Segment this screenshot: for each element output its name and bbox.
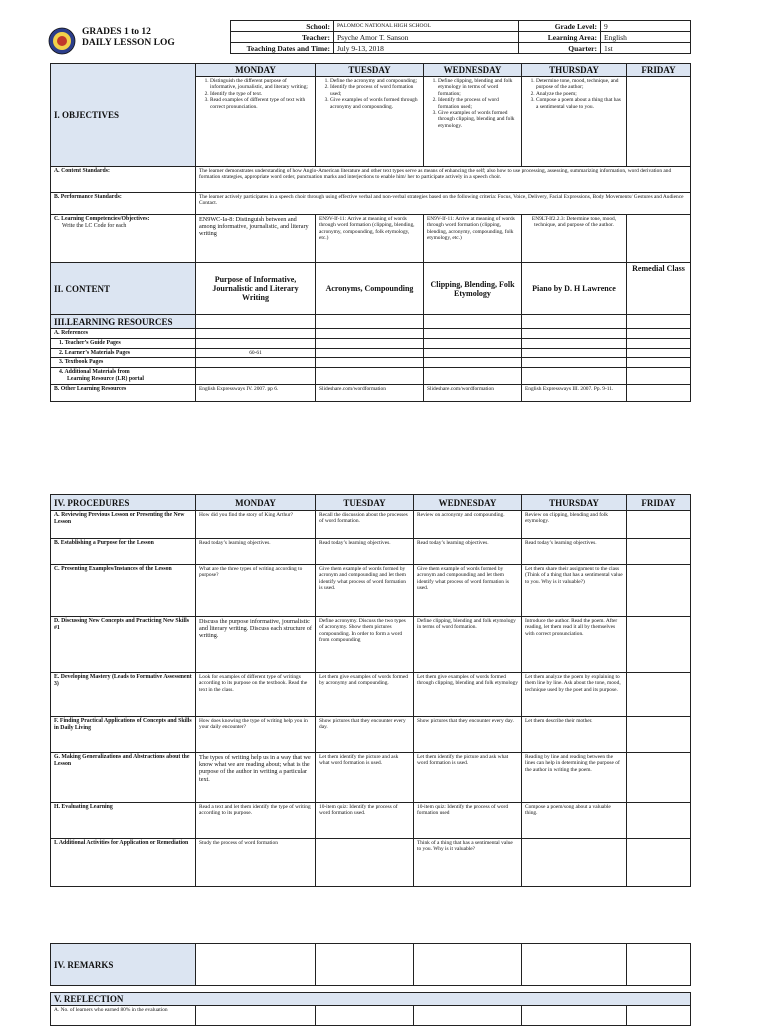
additional-materials-label: 4. Additional Materials from Learning Resource (LR) portal [51,368,196,385]
lm-pages-monday: 60-61 [196,348,316,358]
day-header-friday: FRIDAY [627,64,691,77]
procedure-cell-monday: Read a text and let them identify the type of writing according to its purpose. [196,803,316,839]
reflection-item-a: A. No. of learners who earned 80% in the evaluation [51,1006,196,1026]
competencies-tuesday: EN9V-If-11: Arrive at meaning of words through word formation (clipping, blending, acronymy, compounding, folk etymology, etc.) [316,215,424,263]
other-resources-monday: English Expressways IV. 2007. pp 6. [196,385,316,402]
procedure-cell-tuesday: Let them identify the picture and ask what word formation is used. [316,753,414,803]
remarks-title: IV. REMARKS [51,944,196,986]
procedure-label: I. Additional Activities for Application or Remediation [51,839,196,887]
other-resources-label: B. Other Learning Resources [51,385,196,402]
other-resources-wednesday: Slideshare.com/wordformation [424,385,522,402]
procedure-label: H. Evaluating Learning [51,803,196,839]
procedure-cell-tuesday: Give them example of words formed by acronym and compounding and let them identify what process of word formation is used. [316,565,414,617]
procedure-label: A. Reviewing Previous Lesson or Presenting the New Lesson [51,511,196,539]
procedure-cell-monday: Discuss the purpose informative, journalistic and literary writing. Discuss each structure of writing. [196,617,316,673]
procedure-cell-thursday: Review on clipping, blending and folk etymology. [522,511,627,539]
content-thursday: Piano by D. H Lawrence [522,263,627,315]
procedure-cell-wednesday: 10-item quiz: Identify the process of word formation used [414,803,522,839]
competencies-monday: EN9WC-Ia-8: Distinguish between and among informative, journalistic, and literary writing [196,215,316,263]
procedure-row [51,565,691,617]
procedure-cell-monday: How does knowing the type of writing help you in your daily encounter? [196,717,316,753]
lm-pages-label: 2. Learner’s Materials Pages [51,348,196,358]
procedure-cell-tuesday: Recall the discussion about the processes of word formation. [316,511,414,539]
procedure-row [51,839,691,887]
procedure-cell-wednesday: Think of a thing that has a sentimental value to you. Why is it valuable? [414,839,522,887]
procedure-row [51,539,691,565]
dates-label: Teaching Dates and Time: [231,43,334,54]
grade-value: 9 [601,21,691,32]
procedure-label: B. Establishing a Purpose for the Lesson [51,539,196,565]
proc-day-tuesday: TUESDAY [316,495,414,511]
textbook-pages-label: 3. Textbook Pages [51,358,196,368]
procedure-cell-tuesday: 10-item quiz: Identify the process of word formation used. [316,803,414,839]
procedure-cell-wednesday: Let them identify the picture and ask what word formation is used. [414,753,522,803]
content-wednesday: Clipping, Blending, Folk Etymology [424,263,522,315]
objectives-title: I. OBJECTIVES [51,64,196,167]
procedure-row [51,673,691,717]
procedure-row [51,803,691,839]
area-label: Learning Area: [519,32,601,43]
procedure-label: D. Discussing New Concepts and Practicing New Skills #1 [51,617,196,673]
tg-pages-label: 1. Teacher’s Guide Pages [51,338,196,348]
procedure-cell-tuesday: Read today’s learning objectives. [316,539,414,565]
procedure-cell-monday: Study the process of word formation [196,839,316,887]
procedure-row [51,511,691,539]
procedures-title: IV. PROCEDURES [51,495,196,511]
proc-day-friday: FRIDAY [627,495,691,511]
competencies-friday [627,215,691,263]
other-resources-thursday: English Expressways III. 2007. Pp. 9-11. [522,385,627,402]
content-tuesday: Acronyms, Compounding [316,263,424,315]
resources-title: III.LEARNING RESOURCES [51,315,196,329]
procedure-cell-tuesday: Show pictures that they encounter every day. [316,717,414,753]
proc-day-thursday: THURSDAY [522,495,627,511]
quarter-label: Quarter: [519,43,601,54]
procedure-cell-tuesday [316,839,414,887]
objectives-monday: 1. Distinguish the different purpose of informative, journalistic, and literary writing; 2. Identify the type of text. 3. Read examples of different type of text with correct pronunciation. [196,77,316,167]
day-header-monday: MONDAY [196,64,316,77]
procedure-cell-thursday [522,839,627,887]
reflection-title: V. REFLECTION [51,993,691,1006]
remarks-table [50,943,691,986]
proc-day-monday: MONDAY [196,495,316,511]
day-header-wednesday: WEDNESDAY [424,64,522,77]
procedures-table [50,494,691,887]
procedure-cell-wednesday: Show pictures that they encounter every day. [414,717,522,753]
procedure-cell-thursday: Introduce the author. Read the poem. After reading, let them read it all by themselves with correct pronunciation. [522,617,627,673]
objectives-thursday: 1. Determine tone, mood, technique, and purpose of the author; 2. Analyze the poem; 3. Compose a poem about a thing that has a sentimental value to you. [522,77,627,167]
deped-seal-logo [48,27,76,55]
procedure-cell-monday: Read today’s learning objectives. [196,539,316,565]
procedure-label: G. Making Generalizations and Abstractions about the Lesson [51,753,196,803]
procedure-cell-wednesday: Define clipping, blending and folk etymology in terms of word formation. [414,617,522,673]
quarter-value: 1st [601,43,691,54]
proc-day-wednesday: WEDNESDAY [414,495,522,511]
day-header-tuesday: TUESDAY [316,64,424,77]
procedure-cell-wednesday: Let them give examples of words formed through clipping, blending and folk etymology [414,673,522,717]
procedure-cell-thursday: Let them share their assignment to the class (Think of a thing that has a sentimental value to you. Why is it valuable?) [522,565,627,617]
day-header-thursday: THURSDAY [522,64,627,77]
procedure-cell-thursday: Let them analyze the poem by explaining to them line by line. Ask about the tone, mood, technique used by the poet and its purpose. [522,673,627,717]
procedure-label: C. Presenting Examples/Instances of the Lesson [51,565,196,617]
content-friday: Remedial Class [627,263,691,315]
log-title-line1: GRADES 1 to 12 [82,27,151,37]
school-value: PALOMOC NATIONAL HIGH SCHOOL [334,21,519,32]
procedure-row [51,617,691,673]
grade-label: Grade Level: [519,21,601,32]
procedure-cell-thursday: Reading by line and reading between the lines can help in determining the purpose of the author in writing the poem. [522,753,627,803]
procedure-row [51,753,691,803]
procedure-cell-wednesday: Give them example of words formed by acronym and compounding and let them identify what process of word formation is used. [414,565,522,617]
procedure-cell-thursday: Read today’s learning objectives. [522,539,627,565]
references-label: A. References [51,329,196,339]
header-info-table [230,20,691,54]
reflection-table [50,992,691,1026]
content-title: II. CONTENT [51,263,196,315]
procedure-cell-thursday: Let them describe their mother. [522,717,627,753]
dates-value: July 9-13, 2018 [334,43,519,54]
competencies-label: C. Learning Competencies/Objectives: Write the LC Code for each [51,215,196,263]
content-monday: Purpose of Informative, Journalistic and Literary Writing [196,263,316,315]
other-resources-tuesday: Slideshare.com/wordformation [316,385,424,402]
procedure-cell-monday: What are the three types of writing according to purpose? [196,565,316,617]
procedure-cell-monday: Look for examples of different type of writings according to its purpose on the textbook. Read the text in the class. [196,673,316,717]
procedure-label: F. Finding Practical Applications of Concepts and Skills in Daily Living [51,717,196,753]
procedure-cell-wednesday: Review on acronymy and compounding. [414,511,522,539]
log-title [82,27,202,49]
teacher-value: Psyche Amor T. Sanson [334,32,519,43]
performance-standards-label: B. Performance Standards: [51,193,196,215]
procedure-cell-tuesday: Define acronymy. Discuss the two types of acronymy. Show them pictures compounding. In order to form a word from compounding [316,617,414,673]
objectives-wednesday: 1. Define clipping, blending and folk etymology in terms of word formation; 2. Identify the process of word formation used; 3. Give examples of words formed through clipping, blending and folk etymology. [424,77,522,167]
content-standards-text: The learner demonstrates understanding of how Anglo-American literature and other text types serve as means of enhancing the self; also how to use processing, assessing, summarizing information, word derivation and formation strategies, appropriate word order, punctuation marks and interjections to enable him/ her to participate actively in a speech choir. [196,167,691,193]
procedure-cell-wednesday: Read today’s learning objectives. [414,539,522,565]
objectives-tuesday: 1. Define the acronymy and compounding; 2. Identify the process of word formation used; 3. Give examples of words formed through acronymy and compounding. [316,77,424,167]
competencies-thursday: EN9LT-If2.2.3: Determine tone, mood, technique, and purpose of the author. [522,215,627,263]
lesson-log-table-1 [50,63,691,402]
procedure-cell-monday: The types of writing help us in a way that we know what we are reading about; what is the purpose of the author in writing a particular text. [196,753,316,803]
performance-standards-text: The learner actively participates in a speech choir through using effective verbal and non-verbal strategies based on the following criteria: Focus, Voice, Delivery, Facial Expressions, Body Movements/ Gestures and Audience Contact. [196,193,691,215]
procedure-row [51,717,691,753]
procedure-cell-thursday: Compose a poem/song about a valuable thing. [522,803,627,839]
content-standards-label: A. Content Standards: [51,167,196,193]
competencies-wednesday: EN9V-If-11: Arrive at meaning of words through word formation (clipping, blending, acronymy, compounding, folk etymology, etc.) [424,215,522,263]
procedure-label: E. Developing Mastery (Leads to Formative Assessment 3) [51,673,196,717]
procedure-cell-tuesday: Let them give examples of words formed by acronymy and compounding. [316,673,414,717]
log-title-line2: DAILY LESSON LOG [82,38,175,48]
teacher-label: Teacher: [231,32,334,43]
procedure-cell-monday: How did you find the story of King Arthur? [196,511,316,539]
school-label: School: [231,21,334,32]
area-value: English [601,32,691,43]
objectives-friday [627,77,691,167]
